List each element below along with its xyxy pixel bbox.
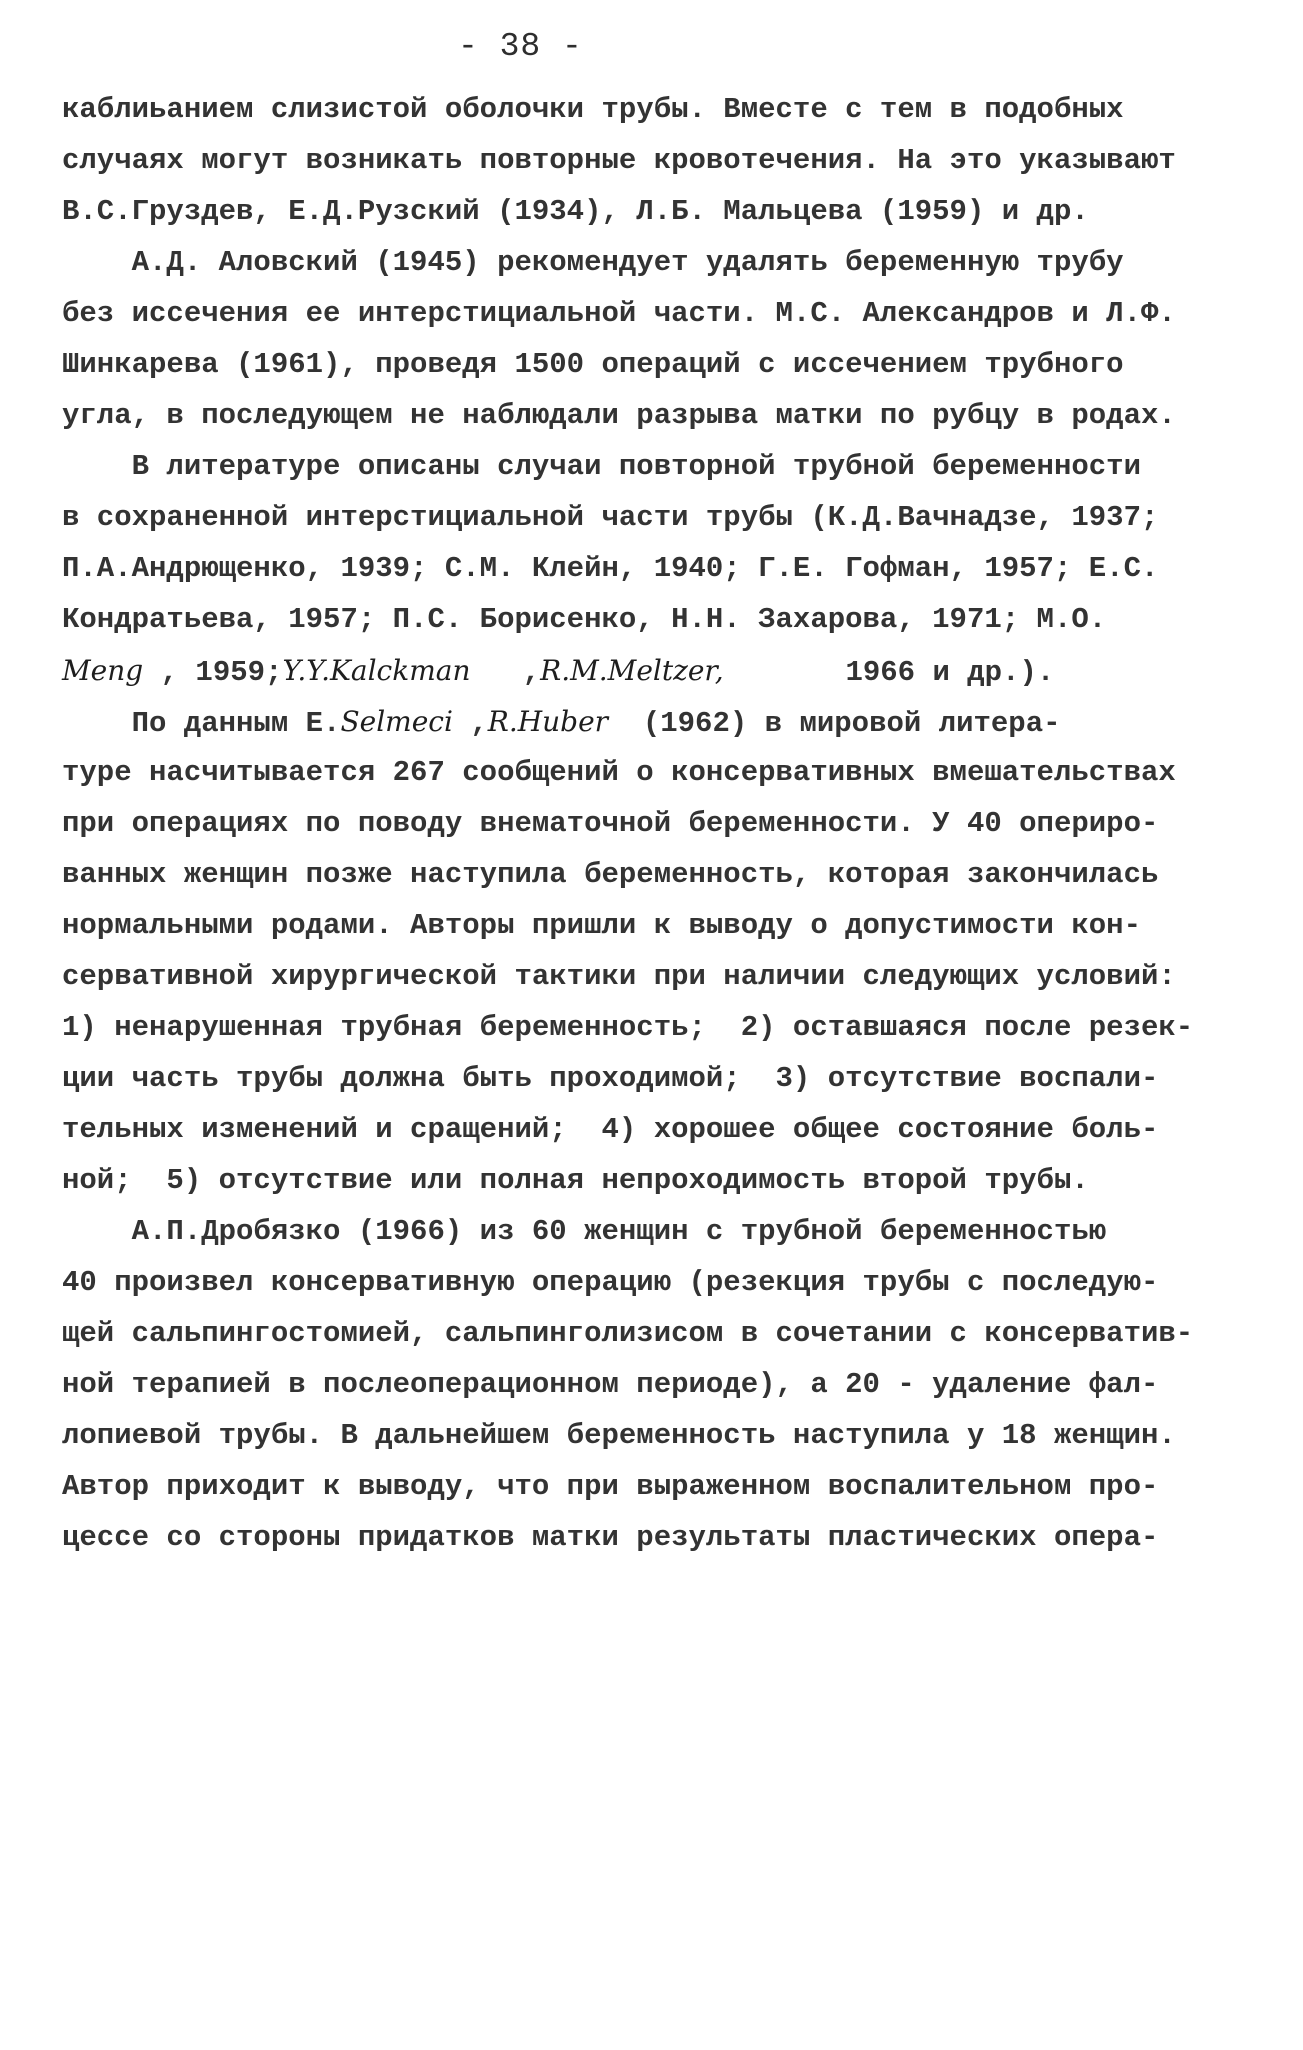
page-number: - 38 -	[458, 28, 583, 65]
text-line: ции часть трубы должна быть проходимой; 3) отсутствие воспали-	[62, 1062, 1159, 1095]
text-line: сервативной хирургической тактики при наличии следующих условий:	[62, 960, 1176, 993]
text-fragment: (1962) в мировой литера-	[608, 707, 1061, 740]
text-line: ной; 5) отсутствие или полная непроходимость второй трубы.	[62, 1164, 1089, 1197]
text-line: Кондратьева, 1957; П.С. Борисенко, Н.Н. Захарова, 1971; М.О.	[62, 603, 1107, 636]
text-line: нормальными родами. Авторы пришли к выводу о допустимости кон-	[62, 909, 1141, 942]
text-fragment: ,	[452, 707, 488, 740]
text-line: в сохраненной интерстициальной части трубы (К.Д.Вачнадзе, 1937;	[62, 501, 1159, 534]
text-fragment: ,	[470, 656, 541, 689]
text-line: цессе со стороны придатков матки результаты пластических опера-	[62, 1521, 1159, 1554]
text-line: А.Д. Аловский (1945) рекомендует удалять беременную трубу	[62, 246, 1124, 279]
text-line: каблиьанием слизистой оболочки трубы. Вместе с тем в подобных	[62, 93, 1124, 126]
text-line: 1) ненарушенная трубная беременность; 2) оставшаяся после резек-	[62, 1011, 1194, 1044]
text-line: тельных изменений и сращений; 4) хорошее общее состояние боль-	[62, 1113, 1159, 1146]
handwritten-name: R.Huber	[487, 705, 609, 738]
text-line-handwritten-names	[62, 702, 1061, 744]
handwritten-name: Y.Y.Kalckman	[282, 654, 471, 687]
text-line: Шинкарева (1961), проведя 1500 операций с иссечением трубного	[62, 348, 1124, 381]
text-line: А.П.Дробязко (1966) из 60 женщин с трубной беременностью	[62, 1215, 1107, 1248]
handwritten-name: R.M.Meltzer,	[540, 654, 724, 687]
text-line: туре насчитывается 267 сообщений о консервативных вмешательствах	[62, 756, 1176, 789]
text-line: лопиевой трубы. В дальнейшем беременность наступила у 18 женщин.	[62, 1419, 1176, 1452]
text-line: П.А.Андрющенко, 1939; С.М. Клейн, 1940; Г.Е. Гофман, 1957; Е.С.	[62, 552, 1159, 585]
text-line: Автор приходит к выводу, что при выраженном воспалительном про-	[62, 1470, 1159, 1503]
handwritten-name: Selmeci	[340, 705, 453, 738]
text-line-handwritten-names	[62, 651, 1054, 693]
text-line: щей сальпингостомией, сальпинголизисом в сочетании с консерватив-	[62, 1317, 1194, 1350]
text-line: при операциях по поводу внематочной беременности. У 40 опериро-	[62, 807, 1159, 840]
text-line: В литературе описаны случаи повторной трубной беременности	[62, 450, 1141, 483]
text-line: угла, в последующем не наблюдали разрыва матки по рубцу в родах.	[62, 399, 1176, 432]
text-line: без иссечения ее интерстициальной части. М.С. Александров и Л.Ф.	[62, 297, 1176, 330]
text-fragment: По данным Е.	[62, 707, 341, 740]
handwritten-name: Meng	[62, 654, 144, 687]
text-line: случаях могут возникать повторные кровотечения. На это указывают	[62, 144, 1176, 177]
text-line: В.С.Груздев, Е.Д.Рузский (1934), Л.Б. Мальцева (1959) и др.	[62, 195, 1089, 228]
text-fragment: , 1959;	[143, 656, 283, 689]
text-line: ной терапией в послеоперационном периоде), а 20 - удаление фал-	[62, 1368, 1159, 1401]
text-fragment: 1966 и др.).	[723, 656, 1055, 689]
text-line: ванных женщин позже наступила беременность, которая закончилась	[62, 858, 1159, 891]
text-line: 40 произвел консервативную операцию (резекция трубы с последую-	[62, 1266, 1159, 1299]
